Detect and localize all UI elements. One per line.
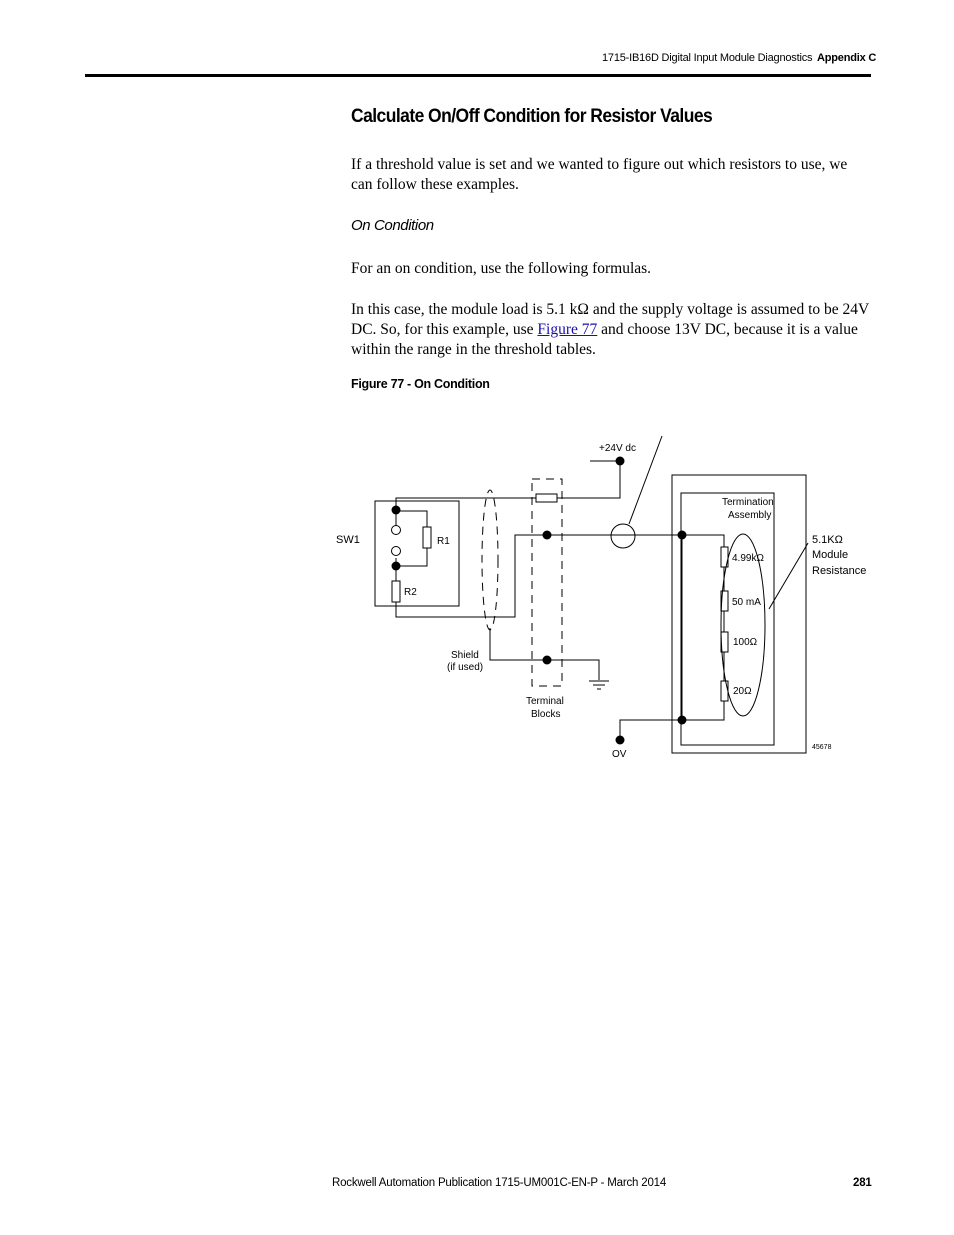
header-appendix: Appendix C [817, 52, 877, 64]
page-number: 281 [853, 1177, 872, 1189]
termination-node-top [678, 531, 687, 540]
label-blocks: Blocks [531, 709, 561, 720]
label-resistor-100: 100Ω [733, 637, 758, 648]
shield-ellipse [482, 490, 498, 630]
supply-wire [557, 461, 620, 498]
label-figure-id: 45678 [812, 744, 832, 751]
switch-node-top [392, 506, 401, 515]
label-resistor-20: 20Ω [733, 686, 752, 697]
label-r1: R1 [437, 536, 450, 547]
label-supply: +24V dc [599, 443, 636, 454]
termination-assembly-box [681, 493, 774, 745]
terminal-shield-node [543, 656, 552, 665]
example-text-end: and choose 13V DC, because it is a value within the range in the threshold tables. [351, 321, 858, 358]
formula-paragraph: For an on condition, use the following formulas. [351, 260, 652, 277]
module-resistance-leader [769, 543, 808, 609]
label-shield: Shield [451, 650, 479, 661]
label-assembly: Assembly [728, 510, 772, 521]
figure-77-link[interactable]: Figure 77 [537, 321, 598, 338]
chain-bottom-lead [682, 701, 724, 720]
switch-box [375, 501, 459, 606]
switch-contact-top [392, 526, 401, 535]
switch-node-mid [392, 562, 401, 571]
terminal-signal-node [543, 531, 552, 540]
ground-node [616, 736, 625, 745]
terminal-resistor [536, 494, 557, 502]
subheading-on-condition: On Condition [351, 217, 434, 234]
supply-node [616, 457, 625, 466]
page-title: Calculate On/Off Condition for Resistor Values [351, 106, 713, 127]
footer-publication: Rockwell Automation Publication 1715-UM001C-EN-P - March 2014 [332, 1177, 667, 1189]
label-ground: OV [612, 749, 627, 760]
header-section: 1715-IB16D Digital Input Module Diagnostics [602, 52, 813, 64]
figure-caption: Figure 77 - On Condition [351, 377, 490, 391]
r2-resistor [392, 581, 400, 602]
ground-wire [620, 720, 682, 740]
example-text-start: In this case, the module load is 5.1 kΩ and the supply voltage is assumed to be 24V DC. So, for this example, use [351, 301, 869, 338]
label-module-res-line2: Resistance [812, 565, 867, 577]
label-r2: R2 [404, 587, 417, 598]
label-resistor-4k99: 4.99kΩ [732, 553, 764, 564]
resistor-20 [721, 681, 728, 701]
switch-contact-bottom [392, 547, 401, 556]
termination-node-bottom [678, 716, 687, 725]
label-resistor-50ma: 50 mA [732, 597, 761, 608]
sensing-circle [611, 524, 635, 548]
label-terminal: Terminal [526, 696, 564, 707]
terminal-blocks-outline [532, 479, 562, 686]
r1-top-lead [396, 511, 427, 527]
label-sw1: SW1 [336, 534, 360, 546]
signal-wire [396, 535, 682, 617]
switch-top-wire [396, 498, 536, 510]
label-shield-if-used: (if used) [447, 662, 484, 673]
intro-paragraph: If a threshold value is set and we wanted to figure out which resistors to use, we can follow these examples. [351, 156, 848, 193]
shield-wire [490, 628, 599, 680]
label-termination: Termination [722, 497, 774, 508]
label-module-res-value: 5.1KΩ [812, 534, 843, 546]
label-module-res-line1: Module [812, 549, 849, 561]
r1-resistor [423, 527, 431, 548]
chain-top-lead [682, 535, 724, 547]
